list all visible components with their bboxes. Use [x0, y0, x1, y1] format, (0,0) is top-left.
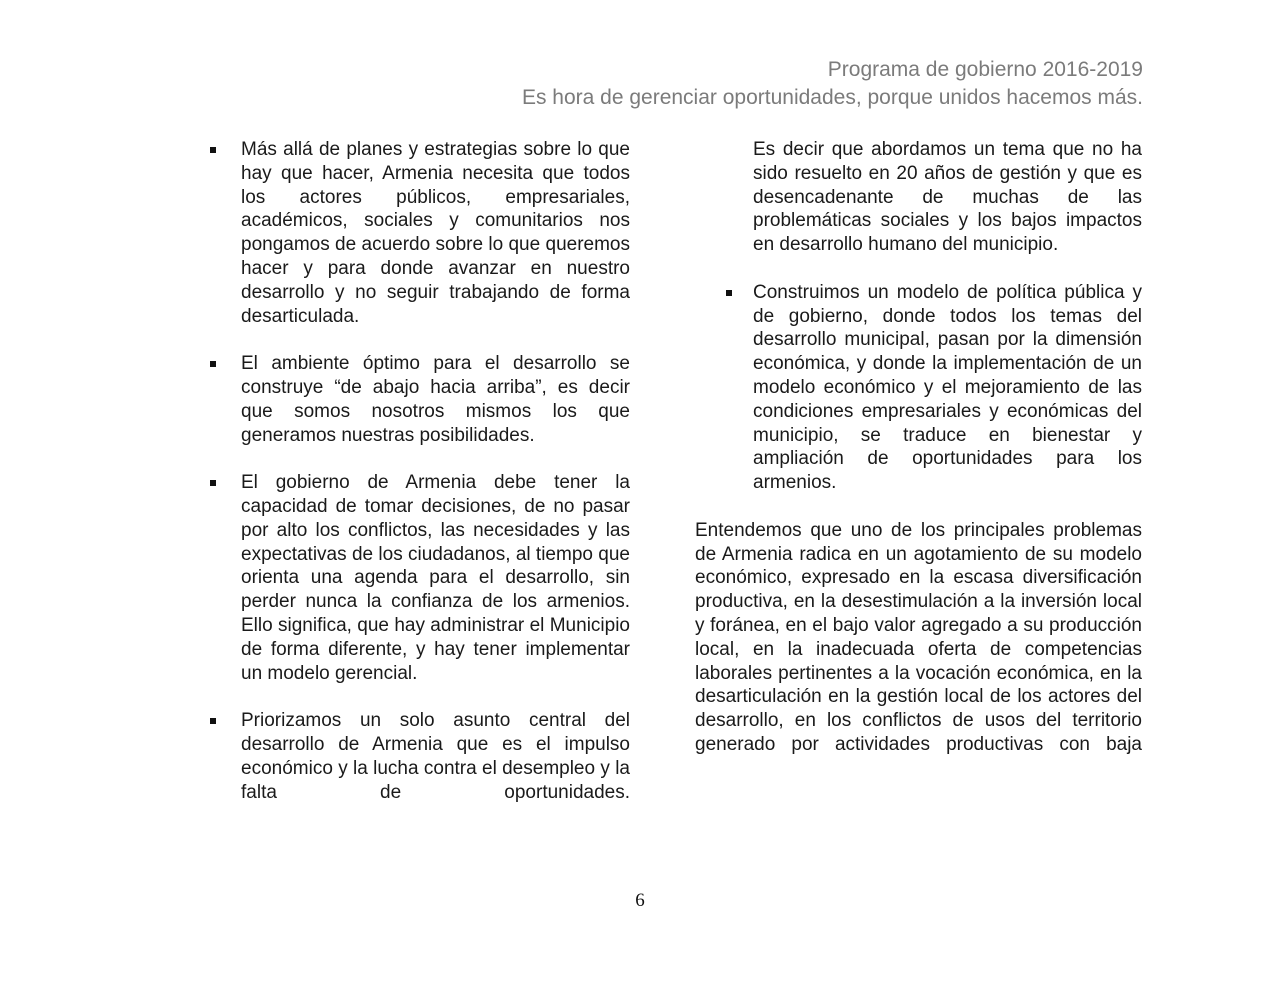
bullet-text: El ambiente óptimo para el desarrollo se construye “de abajo hacia arriba”, es decir que somos nosotros mismos los que generamos nuestras posibilidades. [241, 353, 630, 446]
header-title: Programa de gobierno 2016-2019 [827, 58, 1143, 81]
bullet-item [695, 281, 1142, 495]
bullet-text: Construimos un modelo de política pública y de gobierno, donde todos los temas del desarrollo municipal, pasan por la dimensión económica, y donde la implementación de un modelo económico y el mejoramiento de las condiciones empresariales y económicas del municipio, se traduce en bienestar y ampliación de oportunidades para los armenios. [753, 281, 1142, 494]
square-bullet-icon [210, 480, 216, 486]
bullet-item [205, 138, 630, 328]
bullet-item [205, 709, 630, 804]
square-bullet-icon [210, 147, 216, 153]
bullet-item [205, 471, 630, 685]
continued-bullet-text: Es decir que abordamos un tema que no ha sido resuelto en 20 años de gestión y que es desencadenante de muchas de las problemáticas sociales y los bajos impactos en desarrollo humano del municipio. [753, 139, 1142, 256]
bullet-text: Priorizamos un solo asunto central del desarrollo de Armenia que es el impulso económico y la lucha contra el desempleo y la falta de oportunidades. [241, 710, 630, 803]
page-header [522, 56, 1143, 112]
left-column [205, 138, 630, 828]
square-bullet-icon [210, 361, 216, 367]
bullet-text: Más allá de planes y estrategias sobre lo que hay que hacer, Armenia necesita que todos los actores públicos, empresariales, académicos, sociales y comunitarios nos pongamos de acuerdo sobre lo que queremos hacer y para donde avanzar en nuestro desarrollo y no seguir trabajando de forma desarticulada. [241, 139, 630, 327]
right-column [695, 138, 1142, 757]
header-subtitle: Es hora de gerenciar oportunidades, porque unidos hacemos más. [521, 86, 1143, 109]
square-bullet-icon [210, 718, 216, 724]
body-paragraph: Entendemos que uno de los principales problemas de Armenia radica en un agotamiento de su modelo económico, expresado en la escasa diversificación productiva, en la desestimulación a la inversión local y foránea, en el bajo valor agregado a su producción local, en la inadecuada oferta de competencias laborales pertinentes a la vocación económica, en la desarticulación en la gestión local de los actores del desarrollo, en los conflictos de usos del territorio generado por actividades productivas con baja [695, 519, 1142, 755]
square-bullet-icon [726, 290, 732, 296]
bullet-item [205, 352, 630, 447]
bullet-text: El gobierno de Armenia debe tener la capacidad de tomar decisiones, de no pasar por alto los conflictos, las necesidades y las expectativas de los ciudadanos, al tiempo que orienta una agenda para el desarrollo, sin perder nunca la confianza de los armenios. Ello significa, que hay administrar el Municipio de forma diferente, y hay tener implementar un modelo gerencial. [241, 472, 630, 684]
page-number: 6 [635, 890, 645, 911]
